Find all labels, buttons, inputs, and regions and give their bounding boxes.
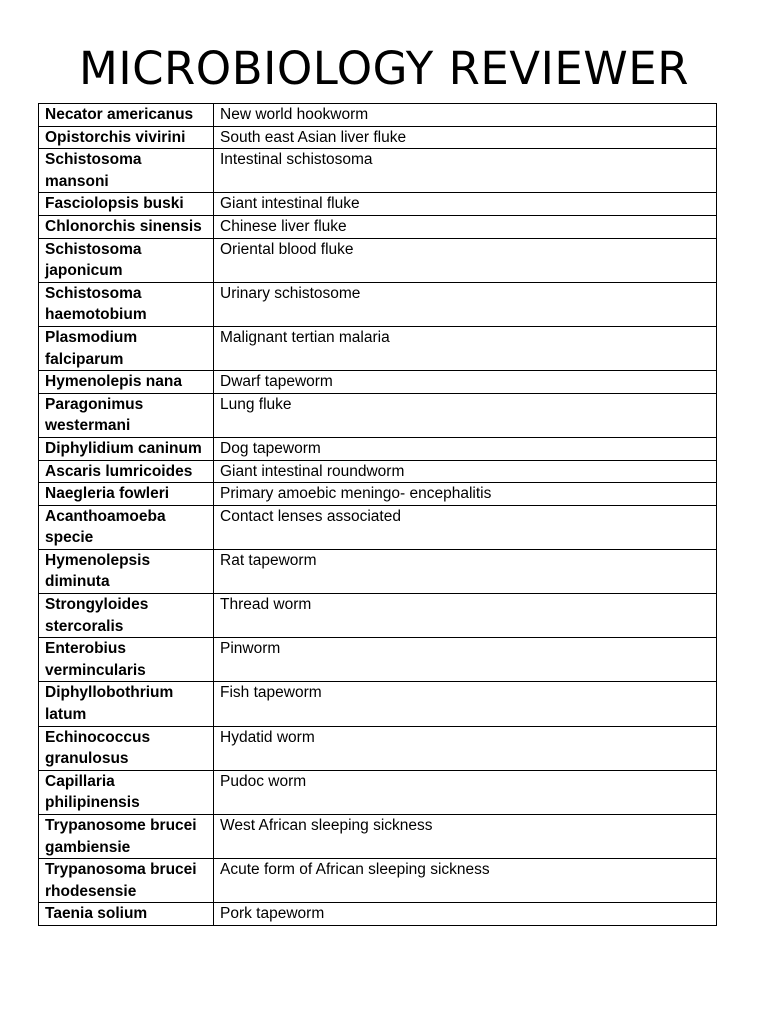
table-row [39,483,717,506]
reviewer-table-body [39,104,717,926]
table-row [39,126,717,149]
organism-name-cell: Schistosoma japonicum [39,238,214,282]
common-name-cell: South east Asian liver fluke [214,126,717,149]
common-name-cell: Fish tapeworm [214,682,717,726]
common-name-cell: Rat tapeworm [214,549,717,593]
organism-name-cell: Necator americanus [39,104,214,127]
organism-name-cell: Schistosoma haemotobium [39,282,214,326]
common-name-cell: Thread worm [214,594,717,638]
organism-name-cell: Plasmodium falciparum [39,326,214,370]
table-row [39,903,717,926]
organism-name-cell: Enterobius vermincularis [39,638,214,682]
table-row [39,215,717,238]
table-row [39,726,717,770]
common-name-cell: Chinese liver fluke [214,215,717,238]
common-name-cell: Lung fluke [214,393,717,437]
common-name-cell: Hydatid worm [214,726,717,770]
table-row [39,437,717,460]
table-row [39,104,717,127]
common-name-cell: Urinary schistosome [214,282,717,326]
organism-name-cell: Hymenolepsis diminuta [39,549,214,593]
organism-name-cell: Trypanosome brucei gambiensie [39,815,214,859]
common-name-cell: Acute form of African sleeping sickness [214,859,717,903]
organism-name-cell: Hymenolepis nana [39,371,214,394]
table-row [39,859,717,903]
organism-name-cell: Naegleria fowleri [39,483,214,506]
table-row [39,815,717,859]
common-name-cell: Pork tapeworm [214,903,717,926]
table-row [39,238,717,282]
table-row [39,193,717,216]
organism-name-cell: Taenia solium [39,903,214,926]
table-row [39,682,717,726]
organism-name-cell: Diphyllobothrium latum [39,682,214,726]
common-name-cell: New world hookworm [214,104,717,127]
organism-name-cell: Trypanosoma brucei rhodesensie [39,859,214,903]
organism-name-cell: Strongyloides stercoralis [39,594,214,638]
reviewer-table [38,103,717,926]
organism-name-cell: Echinococcus granulosus [39,726,214,770]
common-name-cell: Giant intestinal roundworm [214,460,717,483]
organism-name-cell: Paragonimus westermani [39,393,214,437]
page-title: MICROBIOLOGY REVIEWER [79,42,689,95]
common-name-cell: Pinworm [214,638,717,682]
table-row [39,460,717,483]
table-row [39,149,717,193]
organism-name-cell: Fasciolopsis buski [39,193,214,216]
table-row [39,594,717,638]
organism-name-cell: Schistosoma mansoni [39,149,214,193]
table-row [39,393,717,437]
organism-name-cell: Capillaria philipinensis [39,770,214,814]
organism-name-cell: Chlonorchis sinensis [39,215,214,238]
organism-name-cell: Opistorchis vivirini [39,126,214,149]
common-name-cell: West African sleeping sickness [214,815,717,859]
common-name-cell: Oriental blood fluke [214,238,717,282]
common-name-cell: Dog tapeworm [214,437,717,460]
table-row [39,282,717,326]
organism-name-cell: Acanthoamoeba specie [39,505,214,549]
common-name-cell: Dwarf tapeworm [214,371,717,394]
table-row [39,770,717,814]
table-row [39,371,717,394]
common-name-cell: Malignant tertian malaria [214,326,717,370]
common-name-cell: Contact lenses associated [214,505,717,549]
organism-name-cell: Diphylidium caninum [39,437,214,460]
common-name-cell: Intestinal schistosoma [214,149,717,193]
table-row [39,326,717,370]
table-row [39,505,717,549]
common-name-cell: Giant intestinal fluke [214,193,717,216]
common-name-cell: Primary amoebic meningo- encephalitis [214,483,717,506]
organism-name-cell: Ascaris lumricoides [39,460,214,483]
table-row [39,549,717,593]
common-name-cell: Pudoc worm [214,770,717,814]
table-row [39,638,717,682]
